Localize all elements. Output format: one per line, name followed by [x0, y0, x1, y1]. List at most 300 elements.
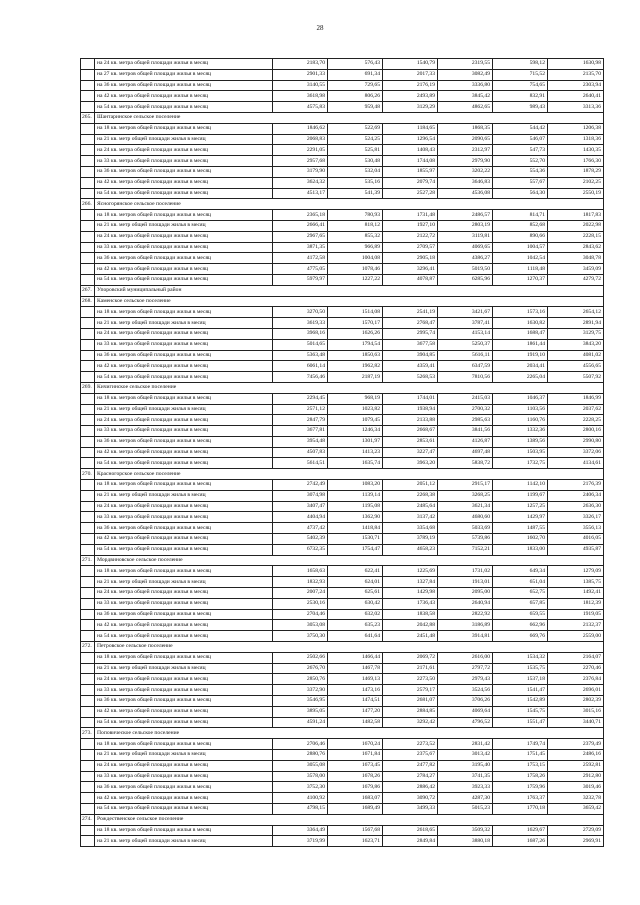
- value-cell: 1751,45: [493, 750, 548, 761]
- group-label: Поповическое сельское поселение: [95, 728, 604, 739]
- value-cell: 852,68: [493, 220, 548, 231]
- value-cell: 715,52: [493, 69, 548, 80]
- value-cell: 1046,37: [493, 393, 548, 404]
- value-cell: 5019,50: [438, 264, 493, 275]
- value-cell: 1679,86: [328, 782, 383, 793]
- value-cell: 1418,84: [328, 523, 383, 534]
- table-row: [81, 220, 604, 231]
- value-cell: 1846,99: [548, 393, 604, 404]
- value-cell: 3677,58: [383, 339, 438, 350]
- value-cell: 729,65: [328, 80, 383, 91]
- row-label: на 21 кв. метр общей площади жилья в месяц: [95, 750, 273, 761]
- row-label: на 54 кв. метра общей площади жилья в месяц: [95, 188, 273, 199]
- row-label: на 33 кв. метра общей площади жилья в месяц: [95, 771, 273, 782]
- value-cell: 2668,67: [383, 426, 438, 437]
- value-cell: 2700,32: [438, 404, 493, 415]
- table-row: [81, 59, 604, 70]
- row-number-cell: [81, 242, 95, 253]
- row-label: на 42 кв. метра общей площади жилья в месяц: [95, 447, 273, 458]
- value-cell: 1467,78: [328, 663, 383, 674]
- row-label: на 42 кв. метра общей площади жилья в месяц: [95, 264, 273, 275]
- value-cell: 1023,82: [328, 404, 383, 415]
- value-cell: 3013,42: [438, 750, 493, 761]
- row-number-cell: [81, 274, 95, 285]
- group-row: [81, 382, 604, 393]
- row-number-cell: [81, 350, 95, 361]
- table-row: [81, 588, 604, 599]
- value-cell: 5507,92: [548, 372, 604, 383]
- value-cell: 4016,05: [548, 534, 604, 545]
- table-row: [81, 242, 604, 253]
- row-label: на 54 кв. метра общей площади жилья в месяц: [95, 717, 273, 728]
- row-label: на 54 кв. метра общей площади жилья в месяц: [95, 102, 273, 113]
- value-cell: 1482,58: [328, 717, 383, 728]
- table-row: [81, 145, 604, 156]
- table-row: [81, 166, 604, 177]
- value-cell: 2135,70: [548, 69, 604, 80]
- value-cell: 1103,56: [493, 404, 548, 415]
- value-cell: 3055,08: [273, 760, 328, 771]
- value-cell: 5033,69: [438, 523, 493, 534]
- value-cell: 3421,67: [438, 307, 493, 318]
- value-cell: 4536,08: [438, 188, 493, 199]
- row-number-cell: [81, 512, 95, 523]
- row-number-cell: [81, 415, 95, 426]
- row-number-cell: [81, 825, 95, 836]
- value-cell: 1429,98: [383, 588, 438, 599]
- group-row: [81, 469, 604, 480]
- table-row: [81, 328, 604, 339]
- value-cell: 598,12: [493, 59, 548, 70]
- row-number-cell: [81, 782, 95, 793]
- group-label: Рождественское сельское поселение: [95, 814, 604, 825]
- row-number: 272.: [81, 642, 95, 653]
- value-cell: 2007,24: [273, 588, 328, 599]
- group-label: Кичигинское сельское поселение: [95, 382, 604, 393]
- value-cell: 3843,20: [548, 339, 604, 350]
- value-cell: 4172,58: [273, 253, 328, 264]
- table-row: [81, 598, 604, 609]
- value-cell: 2891,94: [548, 318, 604, 329]
- value-cell: 624,01: [328, 577, 383, 588]
- value-cell: 3706,26: [438, 696, 493, 707]
- group-row: [81, 814, 604, 825]
- table-row: [81, 490, 604, 501]
- row-label: на 24 кв. метра общей площади жилья в месяц: [95, 588, 273, 599]
- row-number-cell: [81, 696, 95, 707]
- value-cell: 1861,44: [493, 339, 548, 350]
- row-number-cell: [81, 426, 95, 437]
- value-cell: 2681,07: [383, 696, 438, 707]
- value-cell: 532,04: [328, 166, 383, 177]
- value-cell: 1683,07: [328, 793, 383, 804]
- value-cell: 3407,47: [273, 501, 328, 512]
- value-cell: 1673,45: [328, 760, 383, 771]
- value-cell: 2676,70: [273, 663, 328, 674]
- value-cell: 2847,79: [273, 415, 328, 426]
- value-cell: 1118,48: [493, 264, 548, 275]
- row-label: на 42 кв. метра общей площади жилья в месяц: [95, 793, 273, 804]
- value-cell: 1731,48: [383, 210, 438, 221]
- row-label: на 54 кв. метра общей площади жилья в месяц: [95, 544, 273, 555]
- value-cell: 1227,22: [328, 274, 383, 285]
- value-cell: 2849,84: [383, 836, 438, 847]
- row-number-cell: [81, 339, 95, 350]
- value-cell: 2850,76: [273, 674, 328, 685]
- value-cell: 2592,81: [548, 760, 604, 771]
- table-row: [81, 566, 604, 577]
- group-label: Ясногорянское сельское поселение: [95, 199, 604, 210]
- value-cell: 2654,12: [548, 307, 604, 318]
- row-label: на 36 кв. метров общей площади жилья в месяц: [95, 436, 273, 447]
- value-cell: 2905,18: [383, 253, 438, 264]
- value-cell: 2406,34: [548, 490, 604, 501]
- table-row: [81, 188, 604, 199]
- value-cell: 2312,97: [438, 145, 493, 156]
- value-cell: 2291,05: [273, 145, 328, 156]
- row-label: на 42 кв. метра общей площади жилья в месяц: [95, 361, 273, 372]
- value-cell: 3129,29: [383, 102, 438, 113]
- row-label: на 36 кв. метров общей площади жилья в месяц: [95, 523, 273, 534]
- value-cell: 5250,37: [438, 339, 493, 350]
- table-row: [81, 102, 604, 113]
- value-cell: 2666,41: [273, 220, 328, 231]
- value-cell: 7810,56: [438, 372, 493, 383]
- group-row: [81, 728, 604, 739]
- value-cell: 544,42: [493, 123, 548, 134]
- value-cell: 959,48: [328, 102, 383, 113]
- row-number-cell: [81, 458, 95, 469]
- row-number-cell: [81, 480, 95, 491]
- value-cell: 4069,64: [438, 706, 493, 717]
- value-cell: 2017,33: [383, 69, 438, 80]
- value-cell: 1492,41: [548, 588, 604, 599]
- value-cell: 1430,35: [548, 145, 604, 156]
- row-label: на 54 кв. метра общей площади жилья в месяц: [95, 458, 273, 469]
- value-cell: 2729,09: [548, 825, 604, 836]
- value-cell: 3227,47: [383, 447, 438, 458]
- row-number: 269.: [81, 382, 95, 393]
- value-cell: 3459,09: [548, 264, 604, 275]
- value-cell: 1078,46: [328, 264, 383, 275]
- value-cell: 2477,82: [383, 760, 438, 771]
- value-cell: 2132,37: [548, 620, 604, 631]
- row-label: на 42 кв. метра общей площади жилья в месяц: [95, 620, 273, 631]
- value-cell: 3954,48: [273, 436, 328, 447]
- value-cell: 2375,67: [383, 750, 438, 761]
- value-cell: 2102,25: [548, 177, 604, 188]
- table-row: [81, 501, 604, 512]
- table-row: [81, 404, 604, 415]
- table-row: [81, 750, 604, 761]
- value-cell: 2995,74: [383, 328, 438, 339]
- value-cell: 547,73: [493, 145, 548, 156]
- group-label: Упоровский муниципальный район: [95, 285, 604, 296]
- value-cell: 1225,69: [383, 566, 438, 577]
- row-number-cell: [81, 436, 95, 447]
- value-cell: 530,48: [328, 156, 383, 167]
- value-cell: 622,41: [328, 566, 383, 577]
- page-number: 28: [316, 24, 324, 32]
- tariff-table: [80, 58, 604, 847]
- row-label: на 18 кв. метров общей площади жилья в месяц: [95, 739, 273, 750]
- value-cell: 2164,07: [548, 652, 604, 663]
- value-cell: 1794,54: [328, 339, 383, 350]
- value-cell: 1477,20: [328, 706, 383, 717]
- value-cell: 2636,30: [548, 501, 604, 512]
- value-cell: 635,23: [328, 620, 383, 631]
- value-cell: 522,69: [328, 123, 383, 134]
- value-cell: 3880,18: [438, 836, 493, 847]
- table-row: [81, 609, 604, 620]
- value-cell: 2696,01: [548, 685, 604, 696]
- value-cell: 3524,56: [438, 685, 493, 696]
- value-cell: 1919,10: [493, 350, 548, 361]
- row-number-cell: [81, 501, 95, 512]
- table-row: [81, 253, 604, 264]
- row-number-cell: [81, 307, 95, 318]
- row-number-cell: [81, 69, 95, 80]
- value-cell: 3268,25: [438, 490, 493, 501]
- row-number-cell: [81, 836, 95, 847]
- value-cell: 1385,75: [548, 577, 604, 588]
- value-cell: 2133,88: [383, 415, 438, 426]
- value-cell: 3904,85: [383, 350, 438, 361]
- row-label: на 54 кв. метра общей площади жилья в месяц: [95, 274, 273, 285]
- table-row: [81, 782, 604, 793]
- value-cell: 1503,95: [493, 447, 548, 458]
- value-cell: 1938,94: [383, 404, 438, 415]
- value-cell: 1429,97: [493, 512, 548, 523]
- value-cell: 5268,53: [383, 372, 438, 383]
- row-number-cell: [81, 577, 95, 588]
- row-number-cell: [81, 404, 95, 415]
- value-cell: 2985,63: [438, 415, 493, 426]
- row-label: на 18 кв. метров общей площади жилья в месяц: [95, 825, 273, 836]
- value-cell: 2273,52: [383, 739, 438, 750]
- value-cell: 968,19: [328, 393, 383, 404]
- value-cell: 2822,92: [438, 609, 493, 620]
- table-row: [81, 620, 604, 631]
- value-cell: 754,65: [493, 80, 548, 91]
- group-row: [81, 555, 604, 566]
- value-cell: 3232,78: [548, 793, 604, 804]
- table-row: [81, 264, 604, 275]
- value-cell: 525,81: [328, 145, 383, 156]
- value-cell: 2618,65: [383, 825, 438, 836]
- row-label: на 24 кв. метра общей площади жилья в месяц: [95, 674, 273, 685]
- value-cell: 2559,00: [548, 631, 604, 642]
- value-cell: 1838,58: [383, 609, 438, 620]
- value-cell: 3440,71: [548, 717, 604, 728]
- value-cell: 2270,46: [548, 663, 604, 674]
- row-label: на 36 кв. метров общей площади жилья в месяц: [95, 166, 273, 177]
- value-cell: 2268,38: [383, 490, 438, 501]
- row-number-cell: [81, 393, 95, 404]
- value-cell: 576,43: [328, 59, 383, 70]
- value-cell: 1763,37: [493, 793, 548, 804]
- row-number: 265.: [81, 112, 95, 123]
- value-cell: 5979,97: [273, 274, 328, 285]
- value-cell: 2967,65: [273, 231, 328, 242]
- value-cell: 2265,04: [493, 372, 548, 383]
- value-cell: 3129,75: [548, 328, 604, 339]
- row-label: на 21 кв. метр общей площади жилья в месяц: [95, 663, 273, 674]
- value-cell: 649,34: [493, 566, 548, 577]
- table-body: [81, 59, 604, 847]
- value-cell: 1542,89: [493, 696, 548, 707]
- value-cell: 4134,61: [548, 458, 604, 469]
- table-row: [81, 210, 604, 221]
- value-cell: 1530,71: [328, 534, 383, 545]
- value-cell: 4100,92: [273, 793, 328, 804]
- value-cell: 806,26: [328, 91, 383, 102]
- value-cell: 818,12: [328, 220, 383, 231]
- value-cell: 3621,34: [438, 501, 493, 512]
- value-cell: 3619,33: [273, 318, 328, 329]
- table-row: [81, 318, 604, 329]
- value-cell: 4737,42: [273, 523, 328, 534]
- value-cell: 2784,27: [383, 771, 438, 782]
- group-row: [81, 285, 604, 296]
- row-number: 270.: [81, 469, 95, 480]
- row-label: на 36 кв. метров общей площади жилья в месяц: [95, 350, 273, 361]
- value-cell: 1736,43: [383, 598, 438, 609]
- value-cell: 3186,89: [438, 620, 493, 631]
- value-cell: 1629,67: [493, 825, 548, 836]
- value-cell: 3202,22: [438, 166, 493, 177]
- value-cell: 691,34: [328, 69, 383, 80]
- value-cell: 1545,75: [493, 706, 548, 717]
- row-number-cell: [81, 706, 95, 717]
- value-cell: 2379,49: [548, 739, 604, 750]
- row-number-cell: [81, 231, 95, 242]
- row-label: на 33 кв. метра общей площади жилья в месяц: [95, 685, 273, 696]
- table-row: [81, 274, 604, 285]
- row-number-cell: [81, 663, 95, 674]
- value-cell: 3845,42: [438, 91, 493, 102]
- value-cell: 2843,62: [548, 242, 604, 253]
- value-cell: 2022,98: [548, 220, 604, 231]
- value-cell: 564,30: [493, 188, 548, 199]
- value-cell: 1466,44: [328, 652, 383, 663]
- group-row: [81, 199, 604, 210]
- value-cell: 832,91: [493, 91, 548, 102]
- value-cell: 662,96: [493, 620, 548, 631]
- value-cell: 1913,01: [438, 577, 493, 588]
- value-cell: 524,25: [328, 134, 383, 145]
- value-cell: 1671,84: [328, 750, 383, 761]
- value-cell: 3578,00: [273, 771, 328, 782]
- value-cell: 1626,26: [328, 328, 383, 339]
- value-cell: 2979,90: [438, 156, 493, 167]
- value-cell: 3741,35: [438, 771, 493, 782]
- value-cell: 3119,81: [438, 231, 493, 242]
- table-row: [81, 534, 604, 545]
- value-cell: 1327,84: [383, 577, 438, 588]
- row-number-cell: [81, 264, 95, 275]
- value-cell: 2051,12: [383, 480, 438, 491]
- row-number-cell: [81, 210, 95, 221]
- value-cell: 552,70: [493, 156, 548, 167]
- value-cell: 3372,06: [548, 447, 604, 458]
- value-cell: 2886,42: [383, 782, 438, 793]
- table-row: [81, 696, 604, 707]
- row-label: на 36 кв. метров общей площади жилья в месяц: [95, 80, 273, 91]
- row-label: на 18 кв. метров общей площади жилья в месяц: [95, 566, 273, 577]
- value-cell: 4386,27: [438, 253, 493, 264]
- value-cell: 3646,83: [438, 177, 493, 188]
- value-cell: 6061,14: [273, 361, 328, 372]
- value-cell: 4935,87: [548, 544, 604, 555]
- table-row: [81, 458, 604, 469]
- value-cell: 2803,19: [438, 220, 493, 231]
- value-cell: 2486,57: [438, 210, 493, 221]
- row-label: на 33 кв. метра общей площади жилья в месяц: [95, 339, 273, 350]
- value-cell: 3090,72: [383, 793, 438, 804]
- value-cell: 2502,66: [273, 652, 328, 663]
- row-label: на 21 кв. метр общей площади жилья в месяц: [95, 220, 273, 231]
- table-row: [81, 177, 604, 188]
- table-row: [81, 447, 604, 458]
- value-cell: 1296,54: [383, 134, 438, 145]
- value-cell: 2800,16: [548, 426, 604, 437]
- value-cell: 1246,34: [328, 426, 383, 437]
- value-cell: 3963,20: [383, 458, 438, 469]
- value-cell: 1535,75: [493, 663, 548, 674]
- row-number-cell: [81, 739, 95, 750]
- value-cell: 2486,16: [548, 750, 604, 761]
- row-label: на 42 кв. метра общей площади жилья в месяц: [95, 706, 273, 717]
- value-cell: 2901,33: [273, 69, 328, 80]
- value-cell: 2034,41: [493, 361, 548, 372]
- table-row: [81, 663, 604, 674]
- table-row: [81, 706, 604, 717]
- row-label: на 27 кв. метров общей площади жилья в месяц: [95, 69, 273, 80]
- value-cell: 855,32: [328, 231, 383, 242]
- value-cell: 1687,26: [493, 836, 548, 847]
- row-label: на 36 кв. метров общей площади жилья в месяц: [95, 253, 273, 264]
- row-number-cell: [81, 631, 95, 642]
- value-cell: 2228,25: [548, 415, 604, 426]
- value-cell: 6285,96: [438, 274, 493, 285]
- value-cell: 2365,18: [273, 210, 328, 221]
- value-cell: 890,66: [493, 231, 548, 242]
- value-cell: 1602,70: [493, 534, 548, 545]
- row-number-cell: [81, 253, 95, 264]
- group-label: Красногорское сельское поселение: [95, 469, 604, 480]
- value-cell: 1623,71: [328, 836, 383, 847]
- value-cell: 3179,90: [273, 166, 328, 177]
- value-cell: 1408,43: [383, 145, 438, 156]
- row-label: на 54 кв. метра общей площади жилья в месяц: [95, 803, 273, 814]
- value-cell: 2704,46: [273, 609, 328, 620]
- row-number-cell: [81, 803, 95, 814]
- row-label: на 54 кв. метра общей площади жилья в месяц: [95, 631, 273, 642]
- table-row: [81, 80, 604, 91]
- value-cell: 3556,13: [548, 523, 604, 534]
- table-row: [81, 393, 604, 404]
- value-cell: 3292,42: [383, 717, 438, 728]
- value-cell: 1927,10: [383, 220, 438, 231]
- value-cell: 2068,83: [273, 134, 328, 145]
- value-cell: 3499,33: [383, 803, 438, 814]
- value-cell: 5614,51: [273, 458, 328, 469]
- value-cell: 2228,15: [548, 231, 604, 242]
- value-cell: 1817,83: [548, 210, 604, 221]
- value-cell: 3923,33: [438, 782, 493, 793]
- value-cell: 4126,87: [438, 436, 493, 447]
